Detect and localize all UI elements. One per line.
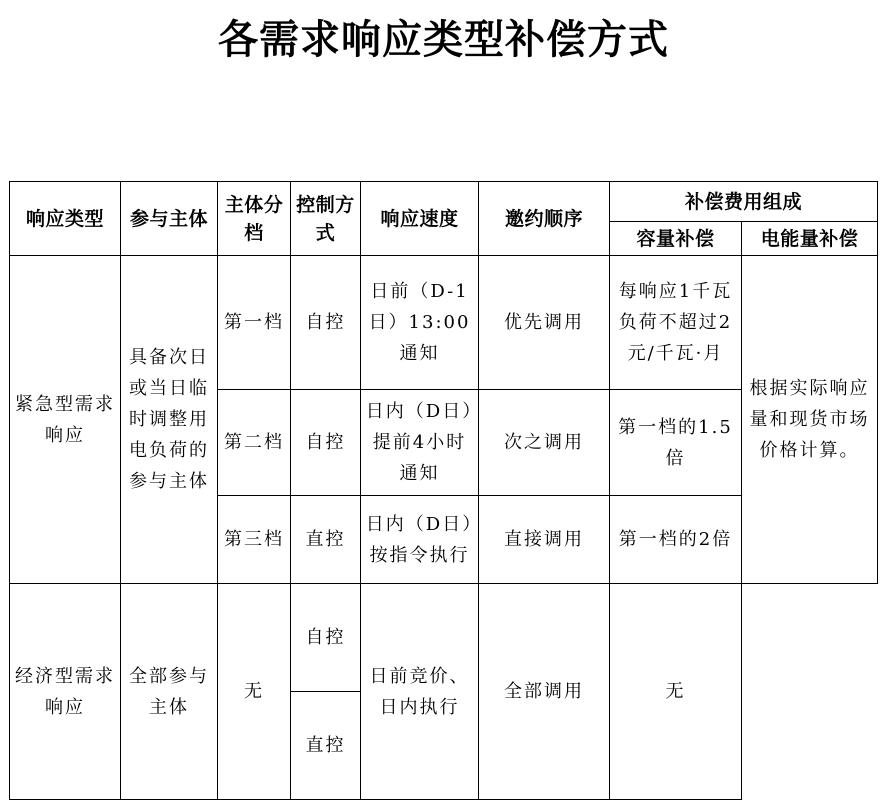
emergency-participant-cell: 具备次日或当日临时调整用电负荷的参与主体 (121, 256, 218, 584)
header-tier: 主体分档 (218, 182, 291, 256)
economic-speed-cell: 日前竞价、日内执行 (361, 584, 479, 800)
control-cell: 自控 (291, 256, 361, 390)
tier-cell: 第二档 (218, 390, 291, 496)
header-order: 邀约顺序 (479, 182, 610, 256)
control-cell: 直控 (291, 496, 361, 584)
speed-cell: 日内（D日）提前4小时通知 (361, 390, 479, 496)
header-control: 控制方式 (291, 182, 361, 256)
economic-tier-cell: 无 (218, 584, 291, 800)
tier-cell: 第三档 (218, 496, 291, 584)
tier-cell: 第一档 (218, 256, 291, 390)
order-cell: 直接调用 (479, 496, 610, 584)
capacity-cell: 每响应1千瓦负荷不超过2元/千瓦·月 (610, 256, 742, 390)
compensation-table (9, 181, 878, 800)
capacity-cell: 第一档的2倍 (610, 496, 742, 584)
table-row (10, 256, 878, 390)
capacity-cell: 第一档的1.5倍 (610, 390, 742, 496)
speed-cell: 日内（D日）按指令执行 (361, 496, 479, 584)
economic-type-cell: 经济型需求响应 (10, 584, 121, 800)
control-cell: 直控 (291, 692, 361, 800)
header-row-1 (10, 182, 878, 222)
emergency-type-cell: 紧急型需求响应 (10, 256, 121, 584)
document-title: 各需求响应类型补偿方式 (218, 17, 669, 63)
economic-capacity-cell: 无 (610, 584, 742, 800)
economic-order-cell: 全部调用 (479, 584, 610, 800)
energy-comp-cell: 根据实际响应量和现货市场价格计算。 (742, 256, 878, 584)
header-compensation: 补偿费用组成 (610, 182, 878, 222)
control-cell: 自控 (291, 390, 361, 496)
header-capacity: 容量补偿 (610, 222, 742, 256)
header-participant: 参与主体 (121, 182, 218, 256)
table-row (10, 584, 878, 692)
order-cell: 优先调用 (479, 256, 610, 390)
order-cell: 次之调用 (479, 390, 610, 496)
control-cell: 自控 (291, 584, 361, 692)
header-speed: 响应速度 (361, 182, 479, 256)
header-energy: 电能量补偿 (742, 222, 878, 256)
header-type: 响应类型 (10, 182, 121, 256)
economic-participant-cell: 全部参与主体 (121, 584, 218, 800)
speed-cell: 日前（D-1日）13:00通知 (361, 256, 479, 390)
